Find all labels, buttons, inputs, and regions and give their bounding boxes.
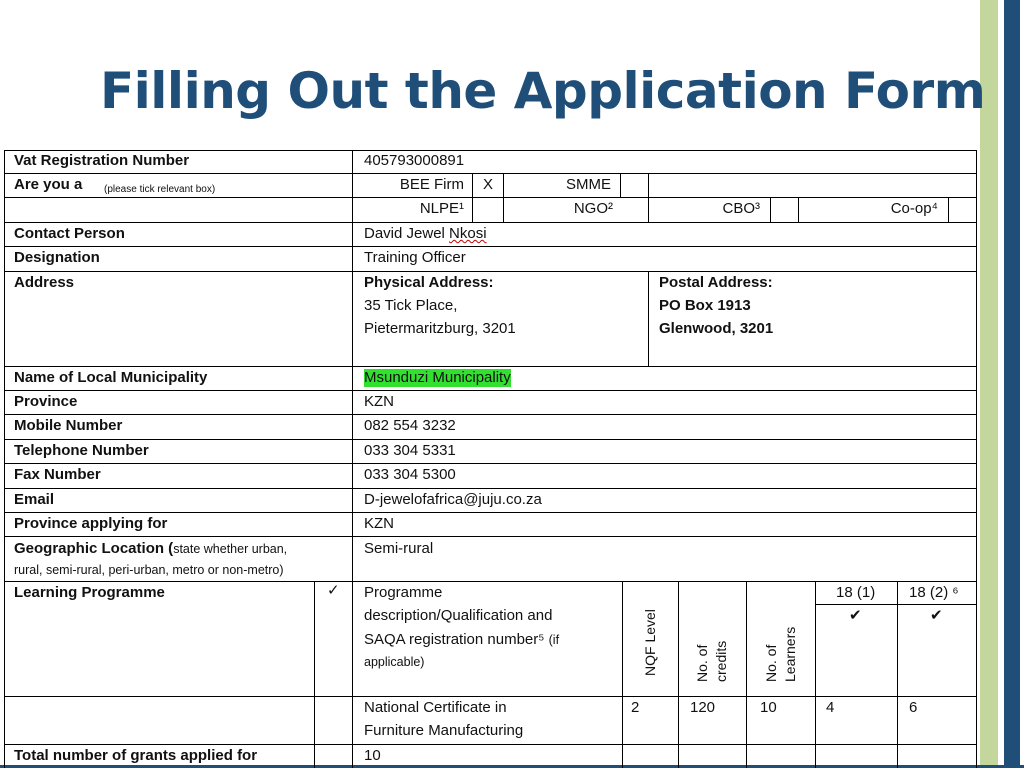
municipality-label: Name of Local Municipality (14, 369, 208, 386)
bee-firm-option: BEE Firm (399, 176, 464, 193)
grid-line (4, 439, 977, 440)
geo-label-line1 (14, 540, 287, 558)
province-value: KZN (364, 393, 394, 410)
municipality-value: Msunduzi Municipality (364, 369, 511, 386)
grid-line (503, 173, 504, 222)
programme-nqf: 2 (631, 699, 640, 716)
bee-firm-checkbox[interactable]: X (483, 176, 494, 193)
grid-line (948, 197, 949, 222)
col-18-1-header: 18 (1) (836, 584, 876, 601)
postal-address-line2: Glenwood, 3201 (659, 320, 774, 337)
grid-line (815, 581, 816, 768)
programme-credits: 120 (690, 699, 716, 716)
designation-value: Training Officer (364, 249, 466, 266)
programme-desc-line1: Programme (364, 584, 443, 601)
grid-line (4, 222, 977, 223)
telephone-value: 033 304 5331 (364, 442, 456, 459)
grid-line (4, 581, 977, 582)
smme-option: SMME (566, 176, 611, 193)
grid-line (622, 581, 623, 768)
col-18-2-header: 18 (2) ⁶ (909, 584, 959, 601)
ngo-option: NGO² (573, 200, 613, 217)
programme-name-line1: National Certificate in (364, 699, 507, 716)
grid-line (4, 390, 977, 391)
mobile-value: 082 554 3232 (364, 417, 456, 434)
grid-line (815, 604, 977, 605)
geo-note-line2: rural, semi-rural, peri-urban, metro or non-metro) (14, 563, 284, 577)
programme-desc-line3 (364, 631, 559, 649)
programme-desc-saqa: SAQA registration number⁵ (364, 631, 545, 648)
accent-bar-blue (1004, 0, 1020, 768)
learners-header-line2: Learners (782, 626, 798, 682)
province-label: Province (14, 393, 78, 410)
programme-name-line2: Furniture Manufacturing (364, 722, 524, 739)
grid-line (897, 581, 898, 768)
grid-line (4, 488, 977, 489)
mobile-label: Mobile Number (14, 417, 123, 434)
learners-header-line1: No. of (763, 644, 779, 682)
vat-label: Vat Registration Number (14, 152, 190, 169)
grid-line (4, 246, 977, 247)
grid-line (746, 581, 747, 768)
grid-line (4, 173, 977, 174)
grid-line (4, 512, 977, 513)
grid-line (4, 366, 977, 367)
designation-label: Designation (14, 249, 100, 266)
credits-header-line2: credits (713, 640, 729, 682)
tick-18-1: ✔ (849, 607, 862, 624)
grid-line (798, 197, 799, 222)
geo-note-line1: state whether urban, (173, 542, 288, 556)
grid-line (4, 463, 977, 464)
grid-line (4, 536, 977, 537)
contact-last: Nkosi (449, 225, 487, 242)
nqf-level-header: NQF Level (642, 609, 658, 676)
geo-value: Semi-rural (364, 540, 434, 557)
tick-18-2: ✔ (930, 607, 943, 624)
fax-value: 033 304 5300 (364, 466, 456, 483)
grid-line (352, 150, 353, 768)
telephone-label: Telephone Number (14, 442, 149, 459)
postal-address-line1: PO Box 1913 (659, 297, 751, 314)
coop-option: Co-op⁴ (890, 200, 938, 217)
grid-line (472, 173, 473, 222)
grid-line (4, 414, 977, 415)
total-grants-value: 10 (364, 747, 381, 764)
address-label: Address (14, 274, 75, 291)
vat-value: 405793000891 (364, 152, 465, 169)
nlpe-option: NLPE¹ (419, 200, 464, 217)
contact-first: David Jewel (364, 225, 445, 242)
grid-line (4, 271, 977, 272)
grid-line (620, 173, 621, 197)
grid-line (976, 150, 977, 768)
physical-address-line1: 35 Tick Place, (364, 297, 458, 314)
email-value: D-jewelofafrica@juju.co.za (364, 491, 542, 508)
programme-18-1: 4 (826, 699, 835, 716)
grid-line (770, 197, 771, 222)
grid-line (648, 173, 649, 222)
grid-line (314, 581, 315, 768)
programme-18-2: 6 (909, 699, 918, 716)
postal-address-label: Postal Address: (659, 274, 773, 291)
grid-line (678, 581, 679, 768)
slide-title: Filling Out the Application Form (100, 62, 986, 120)
programme-desc-suffix: (if (548, 633, 560, 647)
contact-value (364, 225, 487, 243)
are-you-note: (please tick relevant box) (104, 184, 216, 195)
geo-label: Geographic Location ( (14, 540, 174, 557)
grid-line (4, 696, 977, 697)
province-applying-value: KZN (364, 515, 394, 532)
physical-address-label: Physical Address: (364, 274, 494, 291)
programme-desc-line4: applicable) (364, 655, 425, 669)
are-you-label: Are you a (14, 176, 83, 193)
learning-label: Learning Programme (14, 584, 165, 601)
programme-learners: 10 (760, 699, 777, 716)
province-applying-label: Province applying for (14, 515, 168, 532)
contact-label: Contact Person (14, 225, 125, 242)
grid-line (4, 150, 5, 768)
credits-header-line1: No. of (694, 644, 710, 682)
fax-label: Fax Number (14, 466, 101, 483)
cbo-option: CBO³ (722, 200, 760, 217)
programme-desc-line2: description/Qualification and (364, 607, 553, 624)
email-label: Email (14, 491, 55, 508)
learning-tick: ✓ (327, 582, 340, 599)
grid-line (4, 150, 977, 151)
application-form-table (4, 150, 977, 768)
total-grants-label: Total number of grants applied for (14, 747, 258, 764)
grid-line (648, 271, 649, 366)
grid-line (4, 744, 977, 745)
physical-address-line2: Pietermaritzburg, 3201 (364, 320, 516, 337)
